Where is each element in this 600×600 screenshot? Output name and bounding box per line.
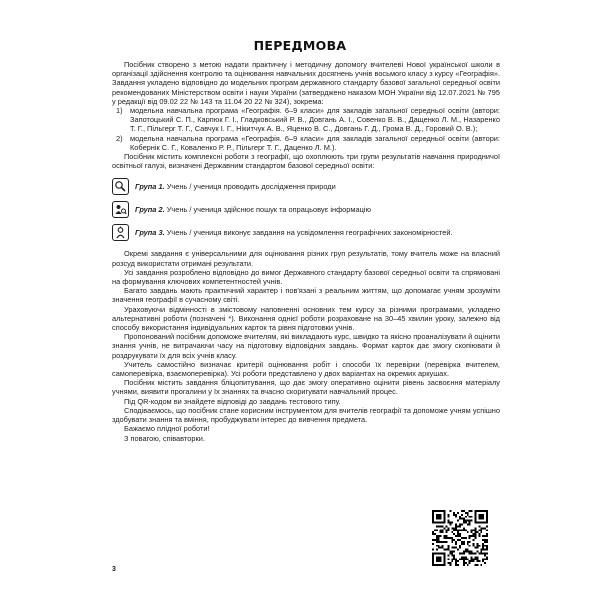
page-number: 3: [112, 566, 116, 573]
program-item: [112, 106, 500, 134]
result-group-text: [135, 205, 371, 214]
closing-line: Бажаємо плідної роботи!: [124, 424, 210, 434]
program-number: 1): [116, 106, 123, 116]
result-group-3: [112, 222, 500, 243]
result-group-text: [135, 182, 336, 191]
body-paragraph: Усі завдання розроблено відповідно до вимог Державного стандарту базової середньої освіти та спрямовані на формування ключових компетентностей учнів.: [112, 267, 500, 287]
group-name: Група 2.: [135, 205, 165, 215]
body-paragraph: Учитель самостійно визначає критерії оцінювання робіт і способи їх перевірки (перевірка вчителем, самоперевірка, взаємоперевірка). Усі роботи представлено у двох варіантах на окремих аркушах.: [112, 359, 500, 379]
groups-intro-paragraph: Посібник містить комплексні роботи з географії, що охоплюють три групи результатів навчання природничої освітньої галузі, визначені Державним стандартом базової середньої освіти:: [112, 152, 500, 171]
program-text: модельна навчальна програма «Географія. 6–9 класи» для закладів загальної середньої освіти (автори: Запотоцький С. П., Карпюк Г. І., Гладковський Р. В., Довгань А. І., Совенко В. В., Дащенко Л. М., Назаренко Т. Г., Пільгерг Т. Г., Савчук І. Г., Нікитчук А. В., Яценко В. С., Довгань Г. Д., Грома В. Д., Горовий О. В.);: [130, 106, 500, 134]
document-body: [112, 60, 500, 443]
thinking-icon: [112, 224, 129, 241]
group-description: Учень / учениця здійснює пошук та опрацьовує інформацію: [164, 205, 371, 215]
intro-paragraph: Посібник створено з метою надати практичну і методичну допомогу вчителеві Нової української школи в організації здійснення контролю та оцінювання навчальних досягнень учнів восьмого класу з курсу «Географія». Завдання укладено відповідно до модельних програм державного стандарту базової загальної середньої освіти рекомендованих Міністерством освіти і науки України (затверджено наказом МОН України від 12.07.2021 № 795 у редакції від 09.02 22 № 143 та 11.04 20 22 № 324), зокрема:: [112, 60, 500, 106]
result-group-2: [112, 199, 500, 220]
body-paragraph: Пропонований посібник допоможе вчителям, які викладають курс, швидко та якісно проаналізувати й оцінити знання учнів, не витрачаючи часу на підготовку відповідних завдань. Формат карток дає змогу скопіювати й роздрукувати їх для всіх учнів класу.: [112, 332, 500, 360]
result-group-text: [135, 228, 453, 237]
body-paragraph: Ураховуючи відмінності в змістовому наповненні основних тем курсу за різними програмами, укладено альтернативні роботи (позначені *). Виконання однієї роботи розраховане на 30–45 хвилин уроку, залежно від способу використання індивідуальних карток та рівня підготовки учнів.: [112, 304, 500, 333]
body-paragraph: Окремі завдання є універсальними для оцінювання різних груп результатів, тому вчитель може на власний розсуд використати отримані результати.: [112, 249, 500, 268]
group-name: Група 3.: [135, 228, 165, 238]
body-paragraph: Багато завдань мають практичний характер і пов'язані з реальним життям, що допомагає учням зрозуміти значення географії в сучасному світі.: [112, 286, 500, 305]
group-description: Учень / учениця виконує завдання на усвідомлення географічних закономірностей.: [164, 228, 453, 238]
search-info-icon: [112, 201, 129, 218]
result-groups: [112, 176, 500, 243]
body-paragraph: Посібник містить завдання бліцопитування, що дає змогу оперативно оцінити рівень засвоєння матеріалу учнями, виявити прогалини у їх знаннях та вчасно скоригувати навчальний процес.: [112, 378, 500, 397]
group-name: Група 1.: [135, 182, 165, 192]
program-number: 2): [116, 133, 123, 143]
qr-code[interactable]: [432, 510, 488, 566]
body-paragraph: Під QR-кодом ви знайдете відповіді до завдань тестового типу.: [124, 396, 341, 406]
body-paragraph: Сподіваємось, що посібник стане корисним інструментом для вчителів географії та допоможе учням успішно здобувати знання та вміння, пробуджувати інтерес до вивчення предмета.: [112, 405, 500, 425]
program-text: модельна навчальна програма «Географія. 6–9 класи» для закладів загальної середньої освіти (автори: Кобернік С. Г., Коваленко Р. Р., Пільгерг Т. Г., Даценко Л. М.).: [130, 133, 500, 152]
magnifier-icon: [112, 178, 129, 195]
signature-line: З повагою, співавторки.: [124, 433, 205, 443]
program-item: [112, 134, 500, 152]
group-description: Учень / учениця проводить дослідження природи: [164, 182, 336, 192]
result-group-1: [112, 176, 500, 197]
page-title: ПЕРЕДМОВА: [253, 38, 347, 53]
